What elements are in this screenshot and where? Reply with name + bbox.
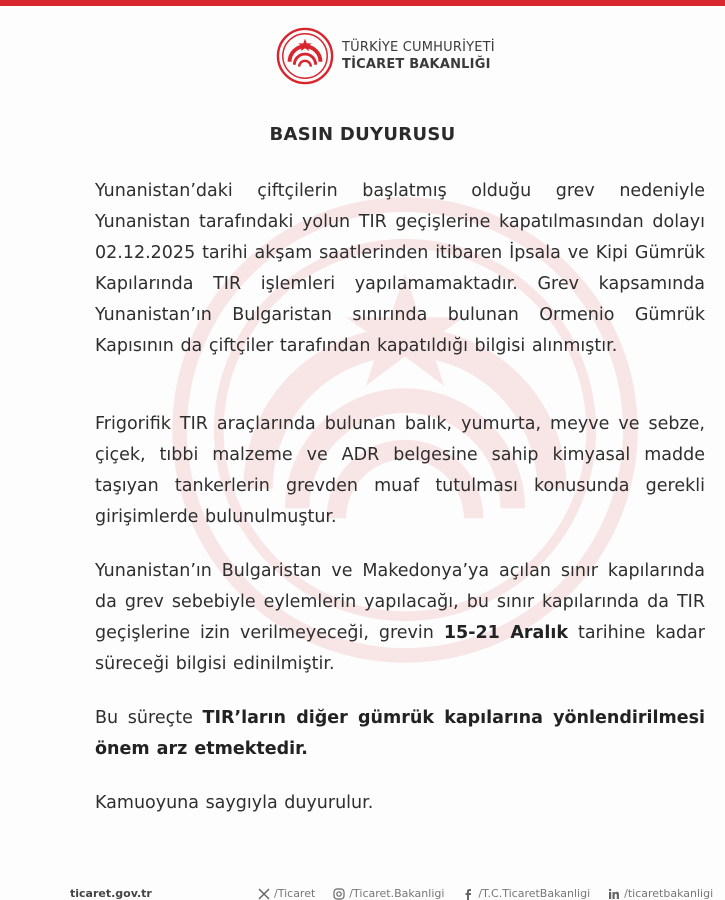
page-title: BASIN DUYURUSU	[269, 124, 456, 145]
paragraph-3-text-b: tarihine kadar süreceği bilgisi edinilmiştir.	[95, 623, 705, 674]
x-handle: /Ticaret	[274, 887, 316, 900]
facebook-icon	[462, 888, 474, 900]
instagram-icon	[333, 888, 345, 900]
closing-line: Kamuoyuna saygıyla duyurulur.	[95, 793, 374, 813]
org-name-line2: TİCARET BAKANLIĞI	[342, 57, 491, 72]
footer-facebook-link[interactable]	[462, 887, 590, 900]
footer-website[interactable]: ticaret.gov.tr	[70, 887, 152, 900]
footer-social-handles	[258, 887, 713, 900]
org-name-line1: TÜRKİYE CUMHURİYETİ	[342, 40, 495, 55]
paragraph-4-text: Bu süreçte	[95, 708, 193, 728]
linkedin-icon	[608, 888, 620, 900]
organization-name	[342, 39, 495, 73]
paragraph-3	[67, 556, 705, 680]
instagram-handle: /Ticaret.Bakanligi	[349, 887, 445, 900]
paragraph-4-emphasis: TIR’ların diğer gümrük kapılarına yönlendirilmesi önem arz etmektedir.	[95, 708, 705, 759]
paragraph-1: Yunanistan’daki çiftçilerin başlatmış olduğu grev nedeniyle Yunanistan tarafındaki yolun TIR geçişlerine kapatılmasından dolayı 02.12.2025 tarihi akşam saatlerinden itibaren İpsala ve Kipi Gümrük Kapılarında TIR işlemleri yapılamamaktadır. Grev kapsamında Yunanistan’ın Bulgaristan sınırında bulunan Ormenio Gümrük Kapısının da çiftçiler tarafından kapatıldığı bilgisi alınmıştır.	[95, 181, 705, 356]
facebook-handle: /T.C.TicaretBakanligi	[478, 887, 591, 900]
paragraph-4	[67, 703, 705, 765]
x-icon	[258, 888, 270, 900]
paragraph-3-date-range: 15-21 Aralık	[443, 623, 568, 643]
ministry-logo-icon	[276, 27, 334, 85]
paragraph-3-text-a: Yunanistan’ın Bulgaristan ve Makedonya’ya açılan sınır kapılarında da grev sebebiyle eylemlerin yapılacağı, bu sınır kapılarında da TIR geçişlerine izin verilmeyeceği, grevin	[95, 561, 705, 643]
linkedin-handle: /ticaretbakanligi	[624, 887, 714, 900]
page-header	[276, 24, 495, 88]
social-footer	[0, 885, 725, 900]
footer-x-link[interactable]	[258, 887, 315, 900]
paragraph-2: Frigorifik TIR araçlarında bulunan balık, yumurta, meyve ve sebze, çiçek, tıbbi malzeme ve ADR belgesine sahip kimyasal madde taşıyan tankerlerin grevden muaf tutulması konusunda gerekli girişimlerde bulunulmuştur.	[95, 414, 705, 527]
footer-instagram-link[interactable]	[333, 887, 444, 900]
footer-linkedin-link[interactable]	[608, 887, 713, 900]
top-accent-bar	[0, 0, 725, 6]
